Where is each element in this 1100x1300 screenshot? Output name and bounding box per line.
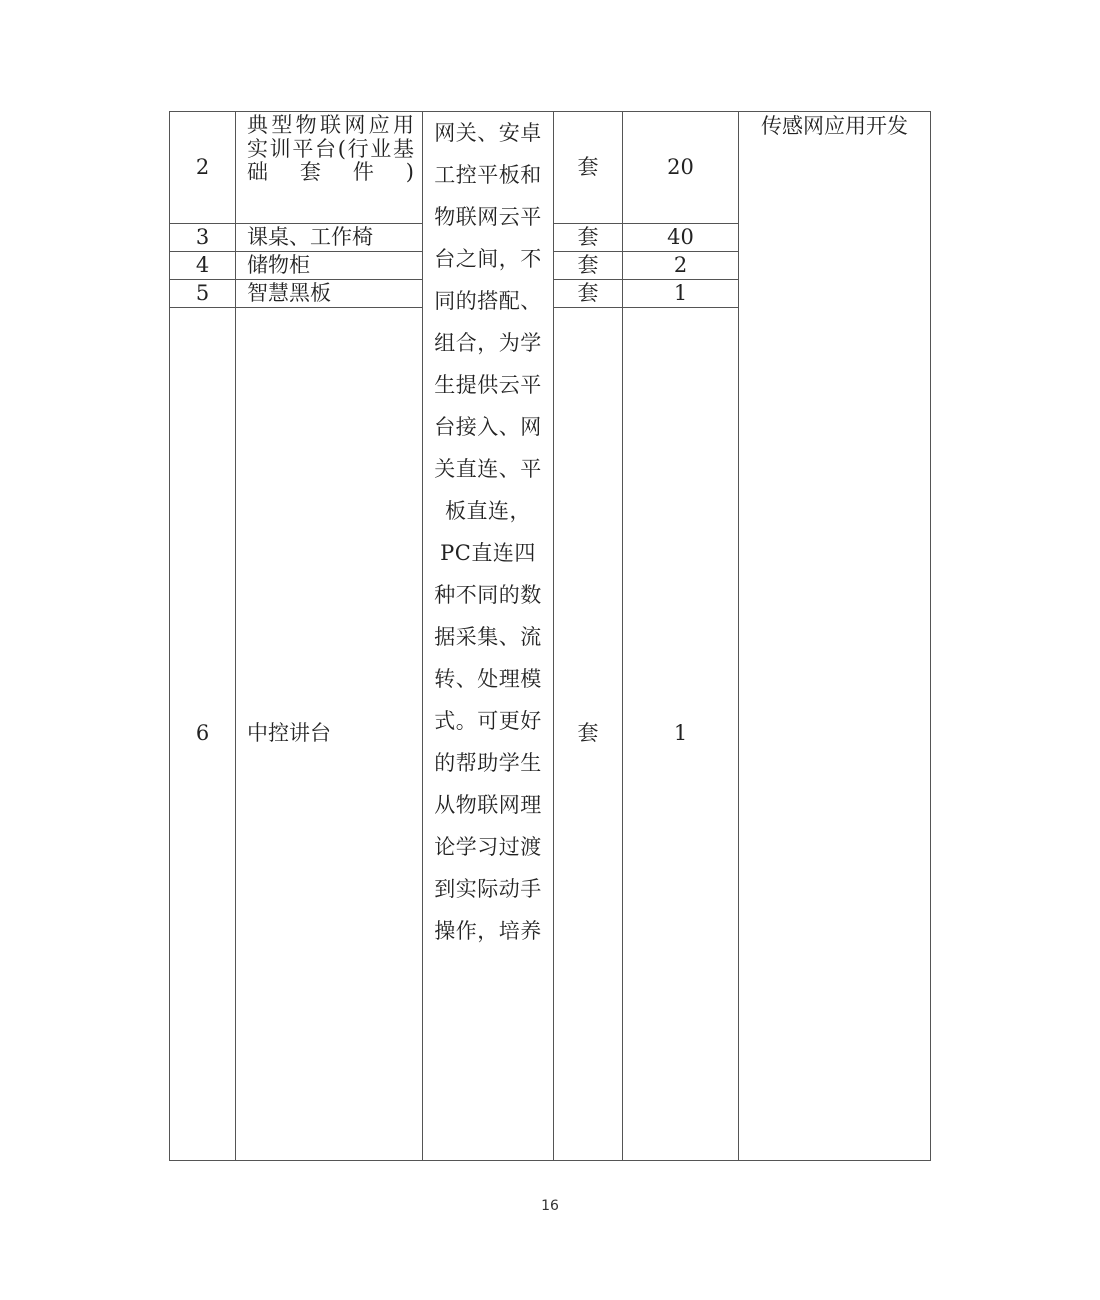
unit: 套 [554, 224, 623, 252]
page-number: 16 [541, 1198, 559, 1214]
quantity: 1 [623, 308, 739, 1161]
equipment-name: 典型物联网应用实训平台(行业基础套件) [236, 112, 423, 224]
unit: 套 [554, 308, 623, 1161]
course-name: 传感网应用开发 [739, 112, 931, 1161]
quantity: 20 [623, 112, 739, 224]
row-number: 3 [170, 224, 236, 252]
equipment-description: 网关、安卓工控平板和物联网云平台之间，不同的搭配、组合，为学生提供云平台接入、网关直连、平板直连，PC直连四种不同的数据采集、流转、处理模式。可更好的帮助学生从物联网理论学习过渡到实际动手操作，培养 [434, 121, 542, 943]
unit: 套 [554, 112, 623, 224]
equipment-name: 中控讲台 [236, 308, 423, 1161]
quantity: 2 [623, 252, 739, 280]
equipment-name: 智慧黑板 [236, 280, 423, 308]
equipment-name: 储物柜 [236, 252, 423, 280]
equipment-table [169, 111, 931, 1161]
row-number: 2 [170, 112, 236, 224]
unit: 套 [554, 280, 623, 308]
row-number: 4 [170, 252, 236, 280]
table-row [170, 112, 931, 224]
unit: 套 [554, 252, 623, 280]
row-number: 6 [170, 308, 236, 1161]
equipment-name: 课桌、工作椅 [236, 224, 423, 252]
row-number: 5 [170, 280, 236, 308]
quantity: 40 [623, 224, 739, 252]
quantity: 1 [623, 280, 739, 308]
equipment-description-cell [423, 112, 554, 1161]
